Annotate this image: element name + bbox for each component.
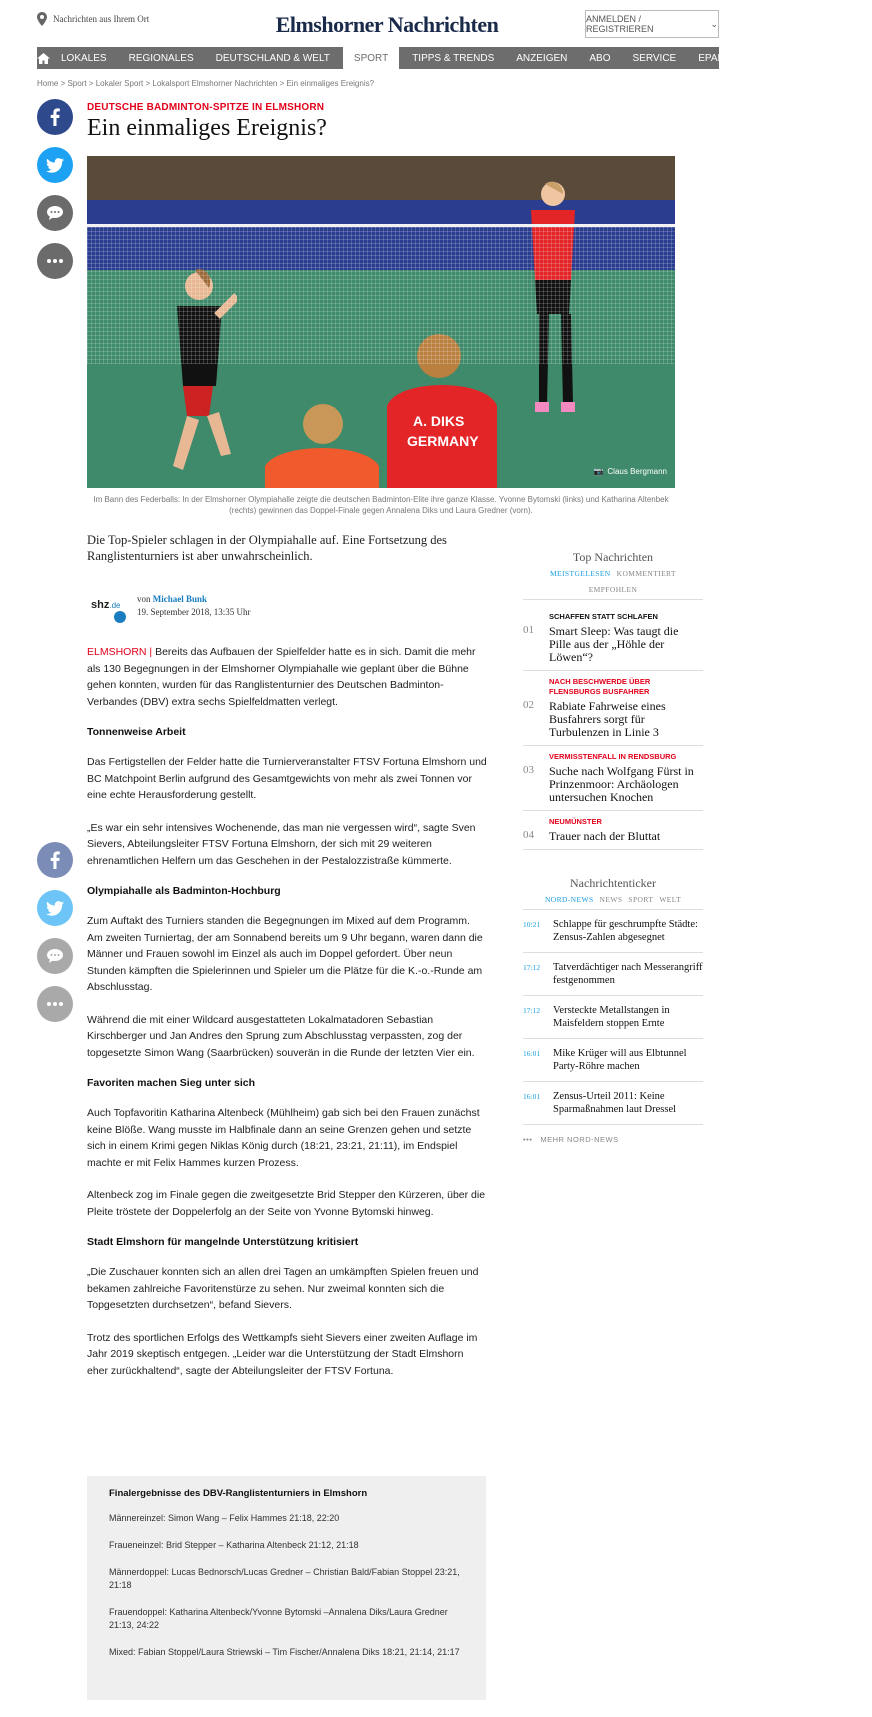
share-facebook-button[interactable] — [37, 99, 73, 135]
sticky-share-more-button[interactable] — [37, 986, 73, 1022]
result-line: Männereinzel: Simon Wang – Felix Hammes 21:18, 22:20 — [109, 1513, 340, 1523]
nav-anzeigen[interactable]: ANZEIGEN — [516, 52, 568, 64]
more-nord-news-label: MEHR NORD-NEWS — [540, 1135, 619, 1144]
share-more-button[interactable] — [37, 243, 73, 279]
nav-deutschland-welt[interactable]: DEUTSCHLAND & WELT — [215, 52, 330, 64]
ticker-headline[interactable]: Schlappe für geschrumpfte Städte: Zensus-Zahlen abgesegnet — [553, 919, 698, 943]
result-line: Mixed: Fabian Stoppel/Laura Striewski – Tim Fischer/Annalena Diks 18:21, 21:14, 21:17 — [109, 1647, 460, 1657]
paragraph: Während die mit einer Wildcard ausgestatteten Lokalmatadoren Sebastian Kirschberger und Jan Andres den Sprung zum Abschlusstag verpassten, zog der topgesetzte Simon Wang (Saarbrücken) souverän in die Runde der letzten Vier ein. — [87, 1013, 475, 1059]
subheading: Tonnenweise Arbeit — [87, 726, 186, 738]
article-body — [87, 644, 487, 1395]
nav-epaper[interactable]: EPAPER — [698, 52, 739, 64]
author-prefix: von — [137, 594, 151, 604]
ticker-item[interactable] — [523, 1039, 703, 1082]
svg-text:A. DIKS: A. DIKS — [413, 413, 465, 429]
ticker-item[interactable] — [523, 996, 703, 1039]
ticker-item[interactable] — [523, 1082, 703, 1125]
nav-sport[interactable]: SPORT — [343, 47, 399, 69]
more-nord-news-link[interactable] — [523, 1135, 703, 1144]
tab-nord-news[interactable]: NORD-NEWS — [544, 895, 594, 904]
top-news-item[interactable] — [523, 671, 703, 746]
ticker-tabs — [523, 895, 703, 910]
twitter-icon — [46, 901, 64, 916]
site-header — [37, 10, 719, 50]
sticky-share-comment-button[interactable] — [37, 938, 73, 974]
sticky-share-facebook-button[interactable] — [37, 842, 73, 878]
home-icon — [37, 53, 50, 64]
ticker-headline[interactable]: Versteckte Metallstangen in Maisfeldern stoppen Ernte — [553, 1005, 670, 1029]
article-photo[interactable] — [87, 156, 675, 488]
results-title: Finalergebnisse des DBV-Ranglistenturniers in Elmshorn — [109, 1488, 368, 1499]
top-news-item[interactable] — [523, 811, 703, 850]
ticker-time: 16:01 — [523, 1092, 541, 1101]
nav-lokales[interactable]: LOKALES — [61, 52, 107, 64]
tab-meistgelesen[interactable]: MEISTGELESEN — [549, 569, 611, 578]
paragraph: „Es war ein sehr intensives Wochenende, das man nie vergessen wird“, sagte Sven Sievers, Abteilungsleiter FTSV Fortuna Elmshorn, der sich mit 29 weiteren ehrenamtlichen Helfern um das Geschehen in der Pestalozzistraße kümmerte. — [87, 821, 476, 867]
results-box — [87, 1476, 486, 1700]
ticker-time: 16:01 — [523, 1049, 541, 1058]
top-news-kicker: NACH BESCHWERDE ÜBER FLENSBURGS BUSFAHRER — [549, 677, 651, 696]
top-news-kicker: VERMISSTENFALL IN RENDSBURG — [549, 752, 677, 761]
paragraph: Zum Auftakt des Turniers standen die Begegnungen im Mixed auf dem Programm. Am zweiten Turniertag, der am Sonnabend bereits um 9 Uhr begann, waren dann die Männer und Frauen sowohl im Einzel als auch im Doppel gefordert. Über neun Stunden kämpften die Spielerinnen und Spieler um die Plätze für die K.-o.-Runde am Abschlusstag. — [87, 915, 483, 993]
photo-credit-label: Claus Bergmann — [607, 467, 667, 476]
tab-sport[interactable]: SPORT — [628, 895, 654, 904]
facebook-icon — [50, 108, 60, 126]
camera-icon: 📷 — [593, 467, 604, 476]
ticker-time: 17:12 — [523, 1006, 541, 1015]
ticker-title: Nachrichtenticker — [570, 876, 656, 890]
nav-tipps-trends[interactable]: TIPPS & TRENDS — [412, 52, 495, 64]
photo-net — [87, 224, 675, 364]
twitter-icon — [46, 158, 64, 173]
more-dots-icon: ••• — [523, 1135, 533, 1144]
top-news-rank: 01 — [523, 624, 534, 636]
search-icon — [749, 53, 760, 64]
top-news-kicker: NEUMÜNSTER — [549, 817, 602, 826]
tab-news[interactable]: NEWS — [599, 895, 623, 904]
subheading: Stadt Elmshorn für mangelnde Unterstützung kritisiert — [87, 1236, 359, 1248]
photo-credit — [593, 467, 667, 476]
top-news-headline[interactable]: Rabiate Fahrweise eines Busfahrers sorgt für Turbulenzen in Linie 3 — [549, 699, 666, 739]
comment-icon — [46, 205, 64, 221]
more-icon — [47, 259, 63, 263]
login-label: ANMELDEN / REGISTRIEREN — [586, 14, 654, 34]
top-news-tabs — [523, 569, 703, 600]
ticker-headline[interactable]: Tatverdächtiger nach Messerangriff festgenommen — [553, 962, 703, 986]
subheading: Olympiahalle als Badminton-Hochburg — [87, 885, 281, 897]
paragraph: Auch Topfavoritin Katharina Altenbeck (Mühlheim) gab sich bei den Frauen zunächst keine Blöße. Wang musste im Halbfinale dann an seine Grenzen gehen und setzte sich in einem Krimi gegen Niklas König durch (18:21, 23:21, 21:11), im Endspiel machte er mit Felix Hammes kurzen Prozess. — [87, 1107, 480, 1169]
author-badge-icon — [114, 611, 126, 623]
ticker-time: 17:12 — [523, 963, 541, 972]
nav-abo[interactable]: ABO — [589, 52, 611, 64]
paragraph: ELMSHORN | Bereits das Aufbauen der Spielfelder hatte es in sich. Damit die mehr als 130 Begegnungen in der Elmshorner Olympiahalle wie geplant über die Bühne gehen konnten, wurden für das Ranglistenturnier des Deutschen Badminton-Verbandes (DBV) extra sechs Spielfeldmatten verlegt. — [87, 646, 476, 708]
comment-icon — [46, 948, 64, 964]
location-selector[interactable] — [37, 12, 149, 26]
news-ticker-widget — [523, 876, 703, 1144]
top-news-rank: 03 — [523, 764, 534, 776]
ticker-time: 10:21 — [523, 920, 541, 929]
photo-caption: Im Bann des Federballs: In der Elmshorner Olympiahalle zeigte die deutschen Badminton-Elite ihre ganze Klasse. Yvonne Bytomski (links) und Katharina Altenbek (rechts) gewinnen das Doppel-Finale gegen Annalena Diks und Laura Gredner (vorn). — [93, 495, 669, 515]
top-news-headline[interactable]: Trauer nach der Bluttat — [549, 829, 661, 843]
author-name-link[interactable]: Michael Bunk — [152, 594, 208, 604]
top-news-headline[interactable]: Smart Sleep: Was taugt die Pille aus der „Höhle der Löwen“? — [549, 624, 679, 664]
nav-service[interactable]: SERVICE — [632, 52, 677, 64]
article-lead: Die Top-Spieler schlagen in der Olympiahalle auf. Eine Fortsetzung des Ranglistenturniers ist aber unwahrscheinlich. — [87, 533, 447, 563]
top-news-item[interactable] — [523, 606, 703, 671]
paragraph: Das Fertigstellen der Felder hatte die Turnierveranstalter FTSV Fortuna Elmshorn und BC Matchpoint Berlin aufgrund des Gesamtgewichts von mehr als zwei Tonnen vor eine echte Herausforderung gestellt. — [87, 756, 487, 801]
author-logo — [87, 591, 127, 627]
article-kicker: DEUTSCHE BADMINTON-SPITZE IN ELMSHORN — [87, 102, 325, 113]
share-comment-button[interactable] — [37, 195, 73, 231]
photo-player-front-left — [257, 396, 387, 488]
site-logo[interactable] — [277, 10, 497, 40]
top-news-title: Top Nachrichten — [572, 550, 654, 564]
paragraph: Trotz des sportlichen Erfolgs des Wettkampfs sieht Sievers einer zweiten Auflage im Jahr 2019 skeptisch entgegen. „Leider war die Unterstützung der Stadt Elmshorn eher zurückhaltend“, sagte der Abteilungsleiter der FTSV Fortuna. — [87, 1331, 478, 1377]
breadcrumb[interactable]: Home > Sport > Lokaler Sport > Lokalsport Elmshorner Nachrichten > Ein einmaliges Ereignis? — [37, 79, 375, 88]
article-date: 19. September 2018, 13:35 Uhr — [137, 607, 251, 617]
author-logo-text: shz.de — [91, 599, 121, 611]
map-pin-icon — [37, 12, 47, 26]
site-logo-text: Elmshorner Nachrichten — [275, 12, 499, 37]
result-line: Fraueneinzel: Brid Stepper – Katharina Altenbeck 21:12, 21:18 — [109, 1540, 359, 1550]
top-news-rank: 04 — [523, 829, 534, 841]
top-news-headline[interactable]: Suche nach Wolfgang Fürst in Prinzenmoor: Archäologen untersuchen Knochen — [549, 764, 694, 804]
nav-home[interactable] — [37, 47, 50, 69]
share-twitter-button[interactable] — [37, 147, 73, 183]
ticker-item[interactable] — [523, 910, 703, 953]
author-block — [87, 591, 387, 631]
article-title: Ein einmaliges Ereignis? — [87, 115, 327, 141]
subheading: Favoriten machen Sieg unter sich — [87, 1077, 256, 1089]
svg-text:GERMANY: GERMANY — [407, 433, 479, 449]
sticky-share-twitter-button[interactable] — [37, 890, 73, 926]
result-line: Frauendoppel: Katharina Altenbeck/Yvonne Bytomski –Annalena Diks/Laura Gredner 21:13, 24:22 — [109, 1607, 448, 1630]
location-label: Nachrichten aus Ihrem Ort — [53, 14, 150, 24]
tab-welt[interactable]: WELT — [659, 895, 682, 904]
tab-kommentiert[interactable]: KOMMENTIERT — [616, 569, 676, 578]
top-news-item[interactable] — [523, 746, 703, 811]
paragraph: Altenbeck zog im Finale gegen die zweitgesetzte Brid Stepper den Kürzeren, über die Pleite tröstete der Doppelerfolg an der Seite von Yvonne Bytomski hinweg. — [87, 1189, 486, 1218]
ticker-headline[interactable]: Zensus-Urteil 2011: Keine Sparmaßnahmen laut Dressel — [553, 1091, 677, 1115]
main-nav — [37, 47, 739, 69]
chevron-down-icon: ⌄ — [710, 18, 718, 29]
top-news-kicker: SCHAFFEN STATT SCHLAFEN — [549, 612, 658, 621]
ticker-item[interactable] — [523, 953, 703, 996]
nav-regionales[interactable]: REGIONALES — [128, 52, 194, 64]
nav-search[interactable] — [749, 47, 760, 69]
top-news-rank: 02 — [523, 699, 534, 711]
facebook-icon — [50, 851, 60, 869]
result-line: Männerdoppel: Lucas Bednorsch/Lucas Gredner – Christian Bald/Fabian Stoppel 23:21, 21:18 — [109, 1567, 460, 1590]
ticker-headline[interactable]: Mike Krüger will aus Elbtunnel Party-Röhre machen — [553, 1048, 687, 1072]
top-news-widget — [523, 550, 703, 850]
more-icon — [47, 1002, 63, 1006]
login-button[interactable] — [585, 10, 719, 38]
paragraph: „Die Zuschauer konnten sich an allen drei Tagen an umkämpften Spielen freuen und bekamen zahlreiche Favoritenstürze zu sehen. Nur zweimal konnten sich die Topgesetzten durchsetzen“, befand Sievers. — [87, 1266, 479, 1311]
dateline: ELMSHORN | — [87, 646, 153, 658]
author-byline — [137, 594, 207, 604]
tab-empfohlen[interactable]: EMPFOHLEN — [588, 585, 638, 594]
